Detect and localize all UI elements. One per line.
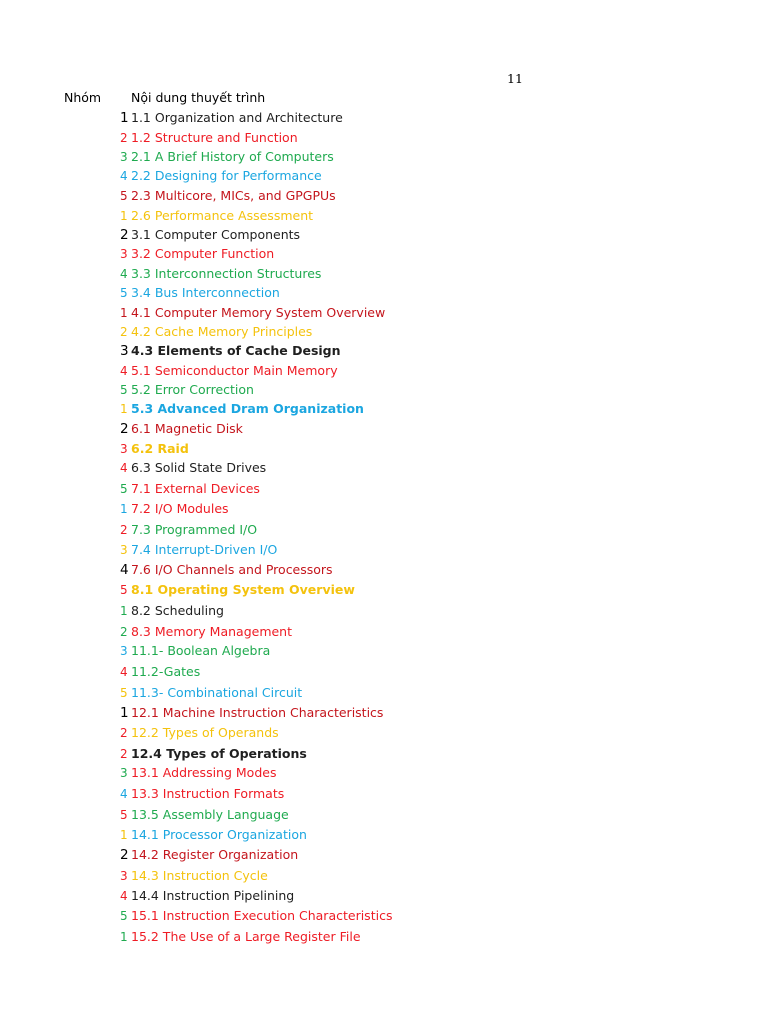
topic-title: 11.3- Combinational Circuit — [131, 685, 303, 700]
topic-title: 8.2 Scheduling — [131, 603, 224, 618]
list-item — [0, 186, 768, 206]
topic-title: 3.2 Computer Function — [131, 246, 275, 261]
list-item — [0, 225, 768, 245]
group-number: 3 — [120, 869, 128, 883]
topic-title: 13.5 Assembly Language — [131, 807, 289, 822]
list-item — [0, 662, 768, 682]
list-item — [0, 866, 768, 886]
list-item — [0, 845, 768, 865]
group-number: 1 — [120, 306, 128, 320]
topic-title: 5.2 Error Correction — [131, 382, 254, 397]
group-number: 4 — [120, 169, 128, 183]
group-number: 4 — [120, 267, 128, 281]
page-number: 11 — [507, 71, 523, 86]
list-item — [0, 825, 768, 845]
list-item — [0, 723, 768, 743]
topic-title: 11.1- Boolean Algebra — [131, 643, 271, 658]
topic-title: 1.1 Organization and Architecture — [131, 110, 343, 125]
list-item — [0, 341, 768, 361]
topic-title: 14.2 Register Organization — [131, 847, 299, 862]
list-item — [0, 683, 768, 703]
topic-title: 2.6 Performance Assessment — [131, 208, 314, 223]
list-item — [0, 601, 768, 621]
group-number: 5 — [120, 383, 128, 397]
topic-title: 14.3 Instruction Cycle — [131, 868, 268, 883]
group-number: 2 — [120, 421, 129, 437]
topic-title: 6.3 Solid State Drives — [131, 460, 267, 475]
group-number: 2 — [120, 726, 128, 740]
topic-title: 7.6 I/O Channels and Processors — [131, 562, 333, 577]
group-number: 1 — [120, 209, 128, 223]
list-item — [0, 419, 768, 439]
list-item — [0, 244, 768, 264]
group-number: 2 — [120, 847, 129, 863]
group-number: 5 — [120, 909, 128, 923]
group-number: 3 — [120, 247, 128, 261]
list-item — [0, 108, 768, 128]
group-number: 5 — [120, 189, 128, 203]
group-number: 2 — [120, 625, 128, 639]
group-number: 4 — [120, 364, 128, 378]
list-item — [0, 458, 768, 478]
list-item — [0, 499, 768, 519]
list-item — [0, 540, 768, 560]
list-item — [0, 147, 768, 167]
topic-title: 4.3 Elements of Cache Design — [131, 343, 341, 358]
table-header — [0, 90, 768, 108]
group-number: 2 — [120, 325, 128, 339]
group-number: 1 — [120, 604, 128, 618]
list-item — [0, 380, 768, 400]
group-number: 1 — [120, 828, 128, 842]
list-item — [0, 520, 768, 540]
topic-title: 14.1 Processor Organization — [131, 827, 307, 842]
group-number: 2 — [120, 131, 128, 145]
topic-title: 4.1 Computer Memory System Overview — [131, 305, 386, 320]
topic-title: 12.1 Machine Instruction Characteristics — [131, 705, 384, 720]
list-item — [0, 763, 768, 783]
topic-title: 6.2 Raid — [131, 441, 189, 456]
group-number: 3 — [120, 766, 128, 780]
list-item — [0, 283, 768, 303]
topic-title: 4.2 Cache Memory Principles — [131, 324, 313, 339]
list-item — [0, 399, 768, 419]
group-number: 4 — [120, 889, 128, 903]
group-number: 3 — [120, 543, 128, 557]
group-number: 1 — [120, 705, 129, 721]
list-item — [0, 703, 768, 723]
group-number: 5 — [120, 482, 128, 496]
topic-title: 7.1 External Devices — [131, 481, 260, 496]
topic-title: 13.3 Instruction Formats — [131, 786, 285, 801]
list-item — [0, 166, 768, 186]
group-number: 2 — [120, 227, 129, 243]
topic-title: 1.2 Structure and Function — [131, 130, 298, 145]
list-item — [0, 784, 768, 804]
topic-title: 3.3 Interconnection Structures — [131, 266, 322, 281]
list-item — [0, 264, 768, 284]
topic-title: 8.1 Operating System Overview — [131, 582, 355, 597]
topic-title: 15.1 Instruction Execution Characteristics — [131, 908, 393, 923]
group-number: 5 — [120, 286, 128, 300]
group-number: 5 — [120, 808, 128, 822]
topic-title: 8.3 Memory Management — [131, 624, 293, 639]
list-item — [0, 303, 768, 323]
group-number: 1 — [120, 502, 128, 516]
topic-title: 12.4 Types of Operations — [131, 746, 307, 761]
group-number: 1 — [120, 402, 128, 416]
topic-title: 13.1 Addressing Modes — [131, 765, 277, 780]
topic-title: 5.3 Advanced Dram Organization — [131, 401, 364, 416]
group-number: 4 — [120, 665, 128, 679]
group-number: 3 — [120, 644, 128, 658]
topic-title: 2.3 Multicore, MICs, and GPGPUs — [131, 188, 336, 203]
group-number: 2 — [120, 747, 128, 761]
list-item — [0, 206, 768, 226]
list-item — [0, 479, 768, 499]
list-item — [0, 580, 768, 600]
list-item — [0, 906, 768, 926]
group-number: 4 — [120, 787, 128, 801]
group-number: 5 — [120, 686, 128, 700]
topic-title: 11.2-Gates — [131, 664, 201, 679]
list-item — [0, 641, 768, 661]
group-number: 1 — [120, 930, 128, 944]
group-number: 1 — [120, 110, 129, 126]
list-item — [0, 361, 768, 381]
list-item — [0, 439, 768, 459]
group-number: 4 — [120, 461, 128, 475]
list-item — [0, 927, 768, 947]
topic-title: 6.1 Magnetic Disk — [131, 421, 243, 436]
topic-title: 7.4 Interrupt-Driven I/O — [131, 542, 278, 557]
topic-title: 7.2 I/O Modules — [131, 501, 229, 516]
topic-title: 3.4 Bus Interconnection — [131, 285, 280, 300]
group-column-header: Nhóm — [64, 90, 102, 105]
group-number: 3 — [120, 442, 128, 456]
topic-title: 14.4 Instruction Pipelining — [131, 888, 295, 903]
topic-title: 2.2 Designing for Performance — [131, 168, 322, 183]
topic-title: 5.1 Semiconductor Main Memory — [131, 363, 338, 378]
list-item — [0, 128, 768, 148]
list-item — [0, 886, 768, 906]
list-item — [0, 560, 768, 580]
list-item — [0, 322, 768, 342]
list-item — [0, 805, 768, 825]
group-number: 3 — [120, 150, 128, 164]
group-number: 3 — [120, 343, 129, 359]
topic-title: 2.1 A Brief History of Computers — [131, 149, 334, 164]
list-item — [0, 744, 768, 764]
list-item — [0, 622, 768, 642]
topic-title: 7.3 Programmed I/O — [131, 522, 258, 537]
group-number: 2 — [120, 523, 128, 537]
group-number: 5 — [120, 583, 128, 597]
topic-title: 3.1 Computer Components — [131, 227, 301, 242]
group-number: 4 — [120, 562, 129, 578]
topic-title: 12.2 Types of Operands — [131, 725, 279, 740]
topic-title: 15.2 The Use of a Large Register File — [131, 929, 361, 944]
content-column-header: Nội dung thuyết trình — [131, 90, 266, 105]
